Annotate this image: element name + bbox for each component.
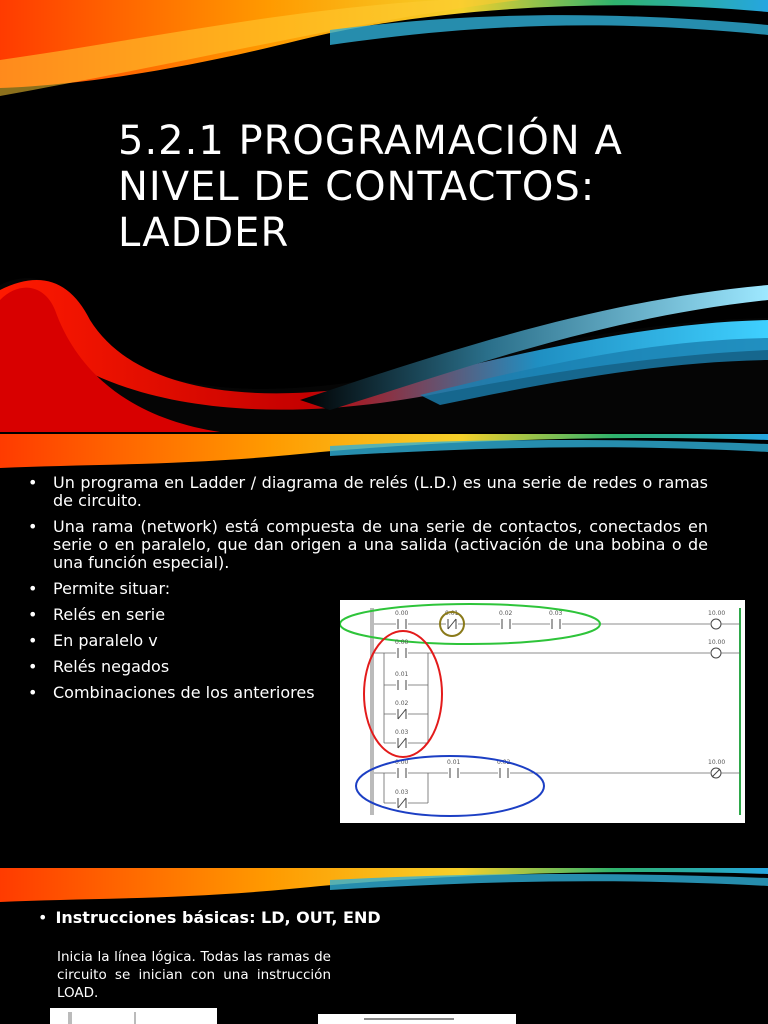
bullet-glyph: • [28, 517, 38, 536]
contact-no [498, 768, 510, 778]
contact-no [396, 768, 408, 778]
output-coil [711, 648, 721, 658]
contact-address-label: 0.01 [445, 610, 459, 617]
bullet-glyph: • [38, 908, 48, 927]
bullet-text: Permite situar: [53, 579, 171, 598]
contact-address-label: 0.00 [395, 639, 409, 646]
contact-address-label: 0.03 [395, 789, 409, 796]
contact-nc [446, 619, 458, 629]
bullet-item [28, 518, 708, 572]
contact-address-label: 0.03 [549, 610, 563, 617]
contact-address-label: 0.02 [499, 610, 513, 617]
bullet-item [28, 632, 353, 650]
bullet-glyph: • [28, 579, 38, 598]
contact-no [396, 680, 408, 690]
contact-nc [396, 738, 408, 748]
bullet-text: Una rama (network) está compuesta de una serie de contactos, conectados en serie o en paralelo, que dan origen a una salida (activación de una bobina o de una función especial). [53, 517, 708, 572]
bullet-item [28, 684, 373, 702]
bullet-glyph: • [28, 631, 38, 650]
decorative-swoosh-graphic [0, 434, 768, 474]
contact-no [396, 619, 408, 629]
heading-text: Instrucciones básicas: LD, OUT, END [55, 908, 381, 927]
decorative-swoosh-graphic [0, 868, 768, 908]
coil-address-label: 10.00 [708, 610, 726, 617]
bullet-text: Combinaciones de los anteriores [53, 683, 315, 702]
contact-address-label: 0.00 [395, 610, 409, 617]
contact-no [396, 648, 408, 658]
bullet-glyph: • [28, 473, 38, 492]
bullet-text: Relés en serie [53, 605, 166, 624]
contact-nc [396, 709, 408, 719]
title-line: NIVEL DE CONTACTOS: [118, 164, 596, 210]
bullet-text: Un programa en Ladder / diagrama de relés (L.D.) es una serie de redes o ramas de circuito. [53, 473, 708, 510]
diagram-thumbnail [318, 1014, 516, 1024]
bullet-glyph: • [28, 605, 38, 624]
bullet-item [28, 474, 708, 510]
contact-no [500, 619, 512, 629]
contact-address-label: 0.02 [497, 759, 511, 766]
title-slide [0, 0, 768, 432]
ladder-overview-slide [0, 434, 768, 866]
coil-address-label: 10.00 [708, 639, 726, 646]
bullet-item [28, 606, 353, 624]
left-power-rail [370, 608, 374, 815]
contact-address-label: 0.03 [395, 729, 409, 736]
basic-instructions-slide [0, 868, 768, 1024]
bullet-glyph: • [28, 683, 38, 702]
slide-title [118, 118, 738, 256]
contact-nc [396, 798, 408, 808]
diagram-thumbnail [50, 1008, 217, 1024]
contact-address-label: 0.01 [447, 759, 461, 766]
contact-address-label: 0.00 [395, 759, 409, 766]
contact-address-label: 0.02 [395, 700, 409, 707]
bullet-item [28, 658, 353, 676]
contact-no [448, 768, 460, 778]
bullet-text: Relés negados [53, 657, 170, 676]
instructions-heading [38, 908, 381, 927]
contact-address-label: 0.01 [395, 671, 409, 678]
bullet-text: En paralelo v [53, 631, 158, 650]
title-line: LADDER [118, 210, 290, 256]
contact-no [550, 619, 562, 629]
ladder-diagram-svg [340, 600, 745, 823]
ladder-diagram [340, 600, 745, 823]
instruction-description: Inicia la línea lógica. Todas las ramas de circuito se inician con una instrucción LOAD. [57, 949, 331, 1001]
bullet-glyph: • [28, 657, 38, 676]
coil-address-label: 10.00 [708, 759, 726, 766]
title-line: 5.2.1 PROGRAMACIÓN A [118, 118, 623, 164]
bullet-item [28, 580, 353, 598]
output-coil [711, 619, 721, 629]
